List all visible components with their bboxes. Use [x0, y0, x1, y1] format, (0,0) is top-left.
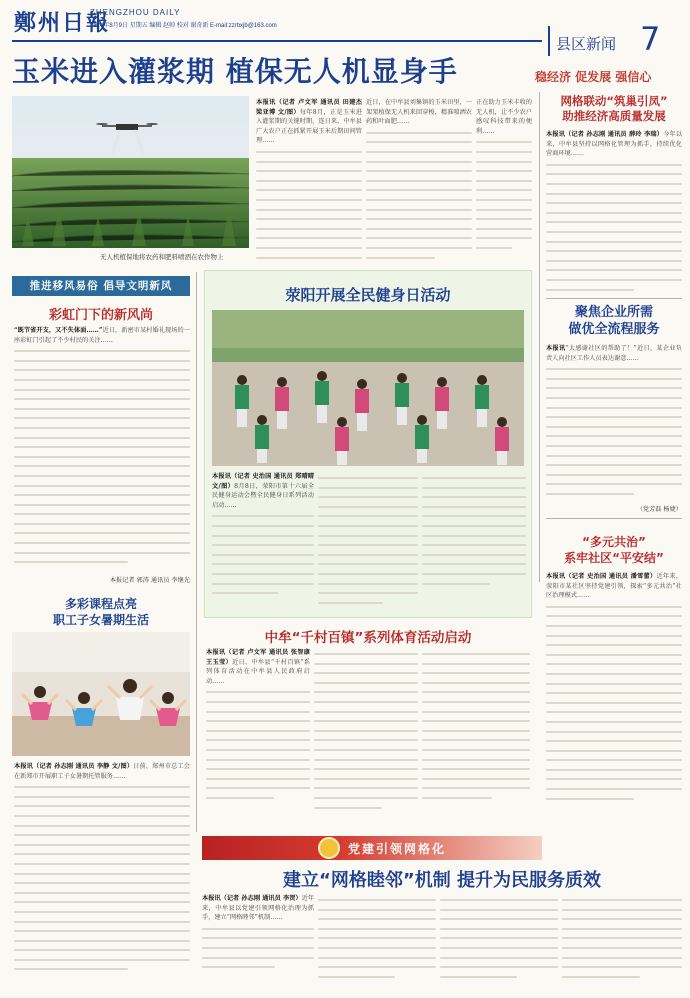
sports-article-col-2 — [314, 648, 418, 828]
kids-headline — [12, 596, 190, 628]
main-article-col-2 — [366, 98, 472, 266]
drone-photo — [12, 96, 249, 248]
right-col-rule-1 — [546, 298, 682, 299]
main-article-col-1 — [256, 98, 362, 266]
sports-article-lead: 本报讯（记者 卢文军 通讯员 张智康 王玉莹） — [206, 649, 310, 666]
grid-article-lead: 本报讯（记者 孙志刚 通讯员 薛玲 李瑞） — [546, 131, 664, 138]
coop-article-lead: 本报讯（记者 史治国 通讯员 潘雪蕾） — [546, 573, 657, 580]
rural-article-text: 近日，新密市某村婚礼现场的一座彩虹门引起了不少村民的关注…… — [14, 327, 190, 344]
coop-headline-line-1: “多元共治” — [582, 535, 646, 549]
grid-headline — [548, 94, 680, 124]
sports-article-col-3 — [422, 648, 530, 828]
party-band-title: 党建引领网格化 — [348, 842, 447, 856]
newspaper-logo: 鄭州日報 — [14, 10, 111, 36]
coop-article-text: 近年来，荥阳市某社区坚持党建引领，探索“多元共治”社区治理模式…… — [546, 573, 682, 600]
main-article-text-2: 近日，在中牟县刘集镇的玉米田里，一架架植保无人机来回穿梭，精准喷洒农药和叶面肥…… — [366, 99, 472, 126]
fitness-article-col-2 — [318, 472, 418, 612]
service-headline-line-2: 做优全流程服务 — [568, 322, 660, 337]
grid-article-text: 今年以来，中牟县坚持以网格化管理为抓手，持续优化营商环境…… — [546, 131, 682, 158]
coop-headline — [546, 534, 682, 566]
drone-photo-caption: 无人机植保地将农药和肥料喷洒在农作物上 — [100, 253, 224, 261]
service-headline — [546, 304, 682, 338]
main-article-lead: 本报讯（记者 卢文军 通讯员 田建杰 梁亚博 文/图） — [256, 99, 362, 116]
main-article-text-1: 每年8月，正是玉米进入灌浆期的关键时期，连日来，中牟县广大农户正在抓紧开展玉米后期田间管理…… — [256, 108, 362, 145]
drone-over-cornfield-illustration — [12, 96, 249, 248]
rural-headline: 彩虹门下的新风尚 — [48, 308, 153, 323]
rural-byline: 本报记者 郭涛 通讯员 李继光 — [109, 577, 190, 584]
page-number: 7 — [640, 20, 661, 58]
fitness-headline: 荥阳开展全民健身日活动 — [285, 286, 451, 304]
kids-headline-line-1: 多彩课程点亮 — [64, 597, 137, 611]
kids-yoga-class-illustration — [12, 632, 190, 756]
slogan: 稳经济 促发展 强信心 — [535, 70, 652, 84]
square-dance-illustration — [212, 310, 524, 466]
sports-headline: 中牟“千村百镇”系列体育活动启动 — [264, 630, 472, 646]
kids-article — [14, 762, 190, 982]
right-col-rule-2 — [546, 518, 682, 519]
fitness-article-lead: 本报讯（记者 史治国 通讯员 郑晴晴 文/图） — [212, 473, 314, 490]
service-article-lead: 本报讯 — [546, 345, 566, 352]
rural-article — [14, 326, 190, 566]
issue-meta: 2024年8月9日 星期五 编辑 赵帅 校对 谢奇新 E-mail:zzrbxjb@163.com — [90, 23, 277, 29]
masthead-rule — [12, 40, 542, 42]
kids-photo — [12, 632, 190, 756]
kids-headline-line-2: 职工子女暑期生活 — [52, 613, 149, 627]
grid-headline-line-1: 网格联动“筑巢引凤” — [560, 94, 668, 108]
section-name: 县区新闻 — [556, 35, 617, 53]
fitness-photo — [212, 310, 524, 466]
fitness-article-col-3 — [422, 472, 526, 612]
party-article-col-2 — [318, 894, 436, 990]
party-article-col-3 — [440, 894, 558, 990]
main-article-col-3 — [476, 98, 532, 266]
fitness-article-col-1 — [212, 472, 314, 612]
party-article-lead: 本报讯（记者 孙志刚 通讯员 李贺） — [202, 895, 302, 902]
grid-headline-line-2: 助推经济高质量发展 — [562, 109, 666, 123]
party-article-col-1 — [202, 894, 314, 990]
service-headline-line-1: 聚焦企业所需 — [574, 305, 653, 320]
service-byline: （党芳磊 杨婕） — [636, 506, 682, 513]
party-emblem-icon — [318, 837, 340, 859]
party-article-text: 近年来，中牟县以党建引领网格化治理为抓手，建立“网格睦邻”机制…… — [202, 895, 314, 922]
service-article — [546, 344, 682, 504]
coop-article — [546, 572, 682, 808]
right-column-divider — [539, 92, 540, 582]
service-article-text: “太感谢社区的帮助了！”近日，某企业负责人向社区工作人员表达谢意…… — [546, 345, 682, 362]
grid-article — [546, 130, 682, 292]
rural-article-lead: “既节省开支，又不失体面……” — [14, 327, 103, 334]
sports-article-text: 近日，中牟县“千村百镇”系列体育活动在中牟县人民政府启动…… — [206, 658, 310, 685]
kids-article-lead: 本报讯（记者 孙志刚 通讯员 李静 文/图） — [14, 763, 134, 770]
sports-article-col-1 — [206, 648, 310, 828]
custom-campaign-banner: 推进移风易俗 倡导文明新风 — [29, 280, 173, 292]
left-column-divider — [196, 272, 197, 832]
party-headline: 建立“网格睦邻”机制 提升为民服务质效 — [283, 870, 601, 891]
party-article-col-4 — [562, 894, 682, 990]
main-article-text-3: 正在助力玉米丰收的无人机，让不少农户感叹科技带来的便利…… — [476, 99, 532, 135]
coop-headline-line-2: 系牢社区“平安结” — [564, 551, 664, 565]
newspaper-english-name: ZHENGZHOU DAILY — [90, 8, 181, 17]
main-headline: 玉米进入灌浆期 植保无人机显身手 — [12, 55, 458, 88]
kids-article-text: 日前，郑州市总工会在新郑市开展职工子女暑期托管服务…… — [14, 763, 190, 780]
fitness-article-text: 8月8日，荥阳市第十六届全民健身运动会暨全民健身日系列活动启动…… — [212, 482, 314, 509]
